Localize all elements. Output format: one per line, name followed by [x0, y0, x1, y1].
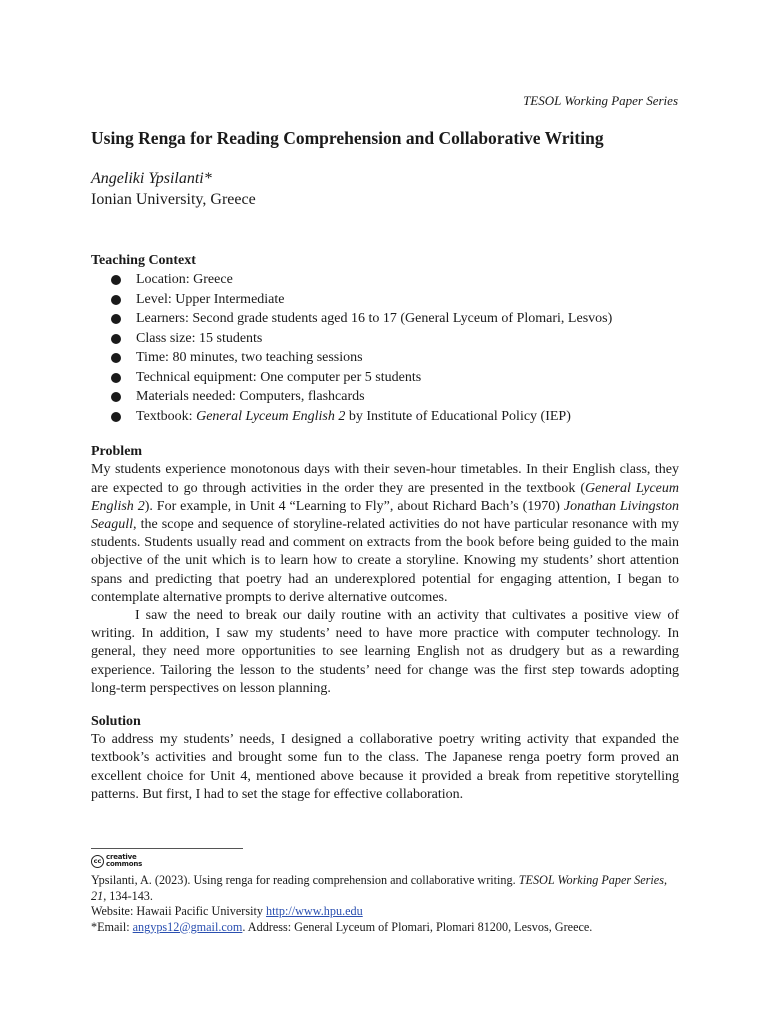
footnotes [91, 873, 681, 935]
problem-paragraph-2: I saw the need to break our daily routine with an activity that cultivates a positive view of writing. In addition, I saw my students’ need to have more practice with computer technology. In general, they need more opportunities to see learning English not as drudgery but as a rewarding experience. Tailoring the lesson to the students’ need for change was the first step towards adopting long-term perspectives on lesson planning. [91, 608, 679, 696]
solution-paragraph-1: To address my students’ needs, I designed a collaborative poetry writing activity that expanded the textbook’s activities and brought some fun to the class. The Japanese renga poetry form proved an excellent choice for Unit 4, mentioned above because it provided a break from repetitive storytelling patterns. But first, I had to set the stage for effective collaboration. [91, 732, 679, 802]
section-heading-solution: Solution [91, 714, 141, 730]
bullet-icon [111, 314, 121, 324]
section-heading-problem: Problem [91, 444, 143, 460]
bullet-icon [111, 412, 121, 422]
website-line: Website: Hawaii Pacific University http://www.hpu.edu [91, 904, 363, 918]
cc-wordmark: creative commons [106, 853, 143, 868]
list-item: Level: Upper Intermediate [111, 290, 679, 310]
bullet-icon [111, 275, 121, 285]
creative-commons-logo [91, 853, 151, 869]
bullet-icon [111, 373, 121, 383]
list-item: Textbook: General Lyceum English 2 by Institute of Educational Policy (IEP) [111, 407, 679, 427]
email-link[interactable]: angyps12@gmail.com [132, 919, 243, 934]
list-item: Learners: Second grade students aged 16 to 17 (General Lyceum of Plomari, Lesvos) [111, 309, 679, 329]
bullet-icon [111, 295, 121, 305]
bullet-icon [111, 334, 121, 344]
website-link[interactable]: http://www.hpu.edu [266, 904, 363, 918]
paper-title: Using Renga for Reading Comprehension and Collaborative Writing [91, 128, 604, 148]
list-item: Class size: 15 students [111, 329, 679, 349]
list-item: Materials needed: Computers, flashcards [111, 387, 679, 407]
teaching-context-list [91, 270, 679, 426]
running-head: TESOL Working Paper Series [523, 93, 678, 108]
bullet-icon [111, 392, 121, 402]
citation: Ypsilanti, A. (2023). Using renga for reading comprehension and collaborative writing. TESOL Working Paper Series, 21, 134-143. [91, 873, 668, 903]
problem-paragraph-1: My students experience monotonous days with their seven-hour timetables. In their English class, they are expected to go through activities in the order they are presented in the textbook (General Lyceum English 2). For example, in Unit 4 “Learning to Fly”, about Richard Bach’s (1970) Jonathan Livingston Seagull, the scope and sequence of storyline-related activities do not have particular resonance with my students. Students usually read and comment on extracts from the book before being guided to the main objective of the unit which is to learn how to create a storyline. Knowing my students’ short attention spans and predicting that poetry had an underexplored potential for engaging attention, I began to contemplate alternative prompts to derive alternative outcomes. [91, 462, 679, 605]
author-name: Angeliki Ypsilanti* [91, 170, 212, 187]
main-content [91, 252, 679, 804]
author-affiliation: Ionian University, Greece [91, 191, 256, 208]
cc-icon: cc [91, 855, 104, 868]
list-item: Time: 80 minutes, two teaching sessions [111, 348, 679, 368]
list-item: Technical equipment: One computer per 5 students [111, 368, 679, 388]
bullet-icon [111, 353, 121, 363]
list-item: Location: Greece [111, 270, 679, 290]
section-heading-teaching-context: Teaching Context [91, 253, 196, 268]
email-line: *Email: angyps12@gmail.com. Address: General Lyceum of Plomari, Plomari 81200, Lesvos, Greece. [91, 919, 593, 934]
footnote-divider [91, 848, 243, 849]
